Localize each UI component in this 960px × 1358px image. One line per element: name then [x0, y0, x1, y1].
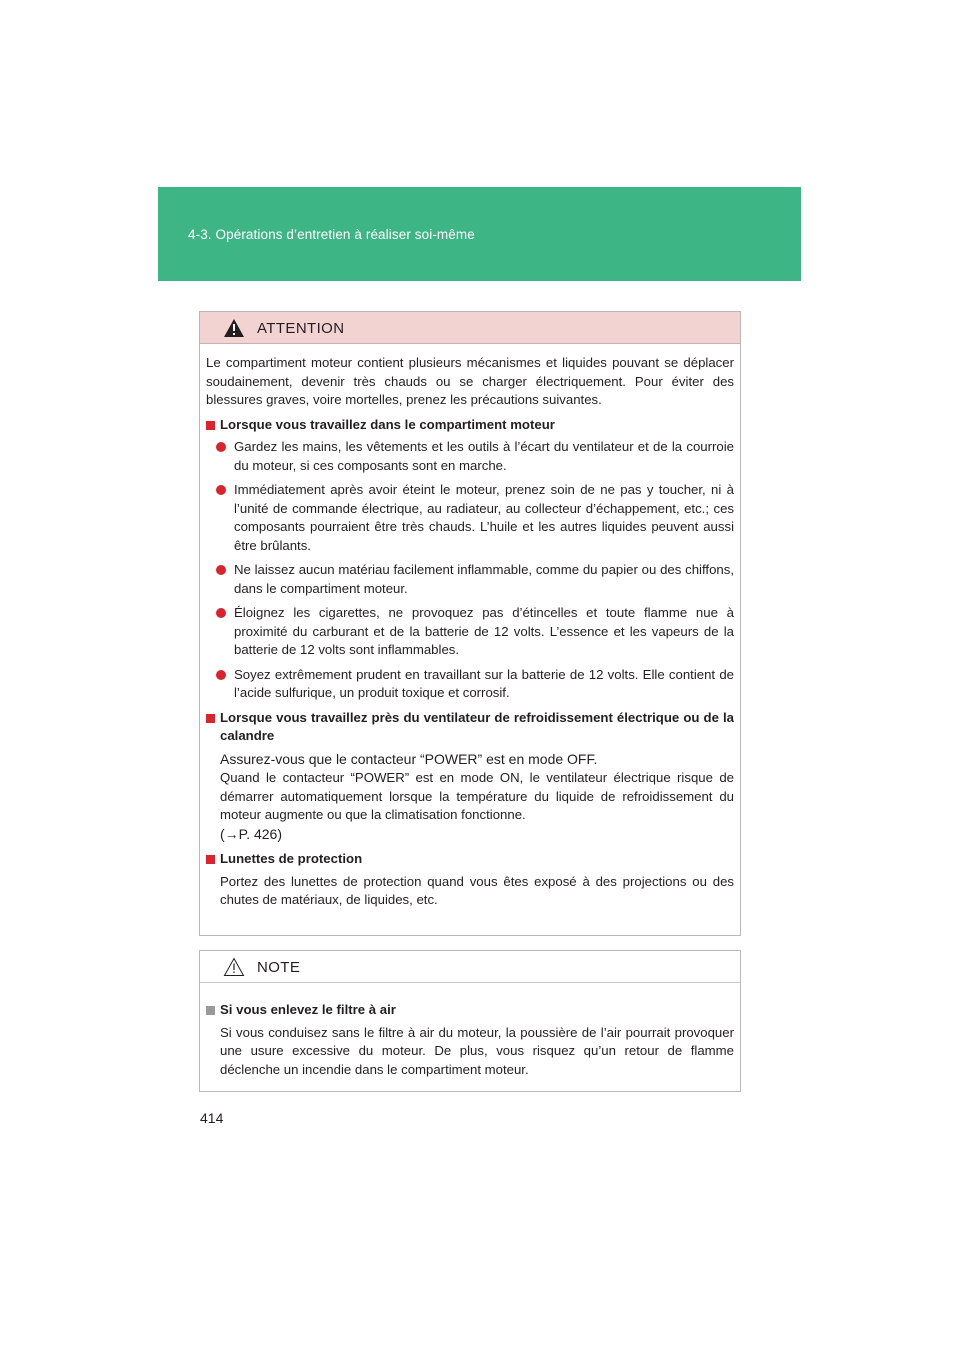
paragraph: Si vous conduisez sans le filtre à air du moteur, la poussière de l’air pourrait provoquer une usure excessive du moteur. De plus, vous risquez qu’un retour de flamme déclenche un incendie dans le compartiment moteur.	[220, 1024, 734, 1077]
list-item: Ne laissez aucun matériau facilement inflammable, comme du papier ou des chiffons, dans le compartiment moteur.	[214, 561, 734, 598]
round-bullet-icon	[216, 608, 226, 618]
section-heading: Lunettes de protection	[206, 850, 734, 869]
square-bullet-icon	[206, 1006, 215, 1015]
paragraph: Portez des lunettes de protection quand vous êtes exposé à des projections ou des chutes de matériaux, de liquides, etc.	[220, 873, 734, 907]
page-reference: (→P. 426)	[220, 825, 282, 842]
round-bullet-icon	[216, 565, 226, 575]
paragraph: Quand le contacteur “POWER” est en mode ON, le ventilateur électrique risque de démarrer automatiquement lorsque la température du liquide de refroidissement du moteur augmente ou que la climatisation fonctionne.	[220, 770, 734, 822]
attention-intro: Le compartiment moteur contient plusieurs mécanismes et liquides pouvant se déplacer soudainement, devenir très chauds ou se charger électriquement. Pour éviter des blessures graves, voire mortelles, prenez les précautions suivantes.	[206, 355, 734, 407]
section-heading: Lorsque vous travaillez dans le compartiment moteur	[206, 416, 734, 435]
page-number: 414	[200, 1110, 224, 1126]
square-bullet-icon	[206, 855, 215, 864]
square-bullet-icon	[206, 421, 215, 430]
note-box	[199, 950, 741, 1092]
list-item: Gardez les mains, les vêtements et les outils à l’écart du ventilateur et de la courroie du moteur, si ces composants sont en marche.	[214, 438, 734, 475]
list-item: Soyez extrêmement prudent en travaillant sur la batterie de 12 volts. Elle contient de l’acide sulfurique, un produit toxique et corrosif.	[214, 666, 734, 703]
warning-triangle-icon	[223, 318, 245, 338]
round-bullet-icon	[216, 485, 226, 495]
attention-header	[200, 312, 740, 344]
round-bullet-icon	[216, 442, 226, 452]
note-label: NOTE	[257, 959, 301, 976]
list-item: Éloignez les cigarettes, ne provoquez pas d’étincelles et toute flamme nue à proximité du carburant et de la batterie de 12 volts. L’essence et les vapeurs de la batterie de 12 volts sont inflammables.	[214, 604, 734, 660]
square-bullet-icon	[206, 714, 215, 723]
round-bullet-icon	[216, 670, 226, 680]
section-heading: Si vous enlevez le filtre à air	[206, 1001, 734, 1020]
caution-triangle-icon	[223, 957, 245, 977]
note-header	[200, 951, 740, 983]
list-item: Immédiatement après avoir éteint le moteur, prenez soin de ne pas y toucher, ni à l’unité de commande électrique, au radiateur, au collecteur d’échappement, etc.; ces composants pourraient être très chauds. L’huile et les autres liquides peuvent aussi être brûlants.	[214, 481, 734, 555]
attention-box	[199, 311, 741, 936]
section-heading: Lorsque vous travaillez près du ventilateur de refroidissement électrique ou de la calandre	[206, 709, 734, 746]
paragraph: Assurez-vous que le contacteur “POWER” est en mode OFF.	[220, 750, 598, 767]
section-header-band	[158, 187, 801, 281]
attention-label: ATTENTION	[257, 320, 345, 337]
section-title: 4-3. Opérations d’entretien à réaliser soi-même	[188, 227, 475, 242]
